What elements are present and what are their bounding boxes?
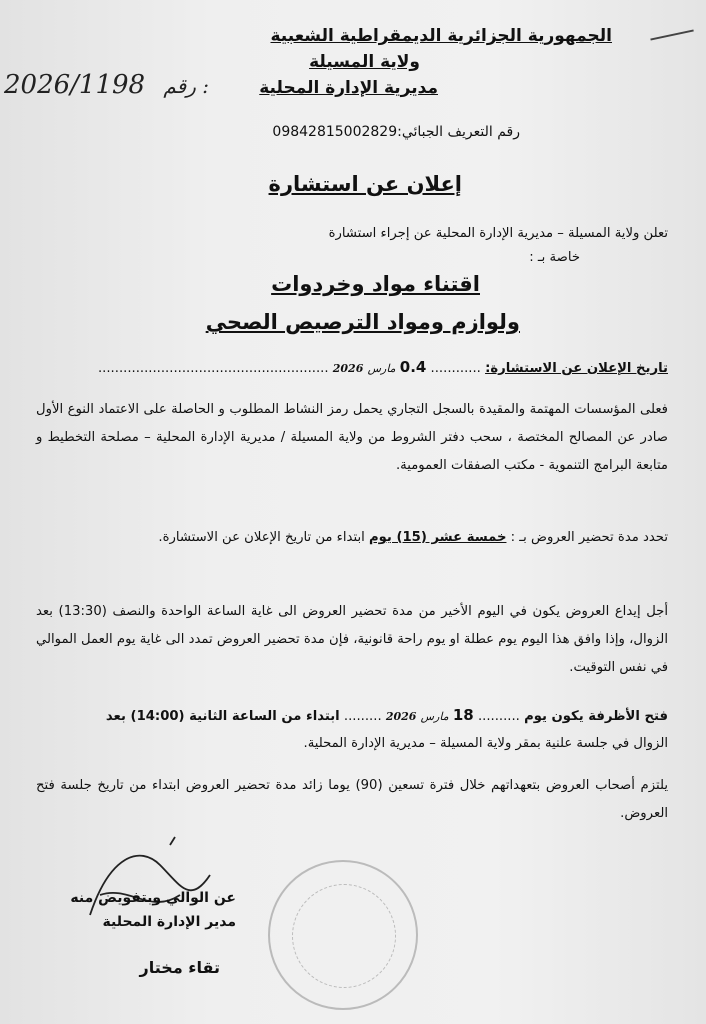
duration-days: خمسة عشر (15) يوم xyxy=(368,530,507,545)
reference-number-value: 2026/1198 xyxy=(4,70,146,100)
paragraph-eligibility: فعلى المؤسسات المهتمة والمقيدة بالسجل التجاري يحمل رمز النشاط المطلوب و الحاصلة على الاعتماد النوع الأول صادر عن المصالح المختصة ، سحب دفتر الشروط من ولاية المسيلة / مديرية الإدارة المحلية – مصلحة التخطيط و متابعة البرامج التنموية - مكتب الصفقات العمومية. xyxy=(36,402,668,473)
opening-time: ابتداء من الساعة الثانية (14:00) بعد xyxy=(105,709,340,724)
official-stamp xyxy=(268,860,418,1010)
duration-pre: تحدد مدة تحضير العروض بـ : xyxy=(510,530,668,545)
intro-line-2: خاصة بـ : xyxy=(529,250,580,265)
dots: ......... xyxy=(343,709,382,724)
opening-label: فتح الأظرفة يكون يوم xyxy=(524,709,668,724)
opening-month: مارس xyxy=(420,710,449,723)
header-wilaya: ولاية المسيلة xyxy=(309,52,420,72)
page-title: إعلان عن استشارة xyxy=(268,172,462,196)
signature-name: تقاء مختار xyxy=(139,958,220,977)
opening-row xyxy=(36,706,668,724)
announcement-date-label: تاريخ الإعلان عن الاستشارة: xyxy=(485,361,668,376)
paragraph-duration xyxy=(36,524,668,552)
duration-post: ابتداء من تاريخ الإعلان عن الاستشارة. xyxy=(158,530,365,545)
announcement-date-row xyxy=(38,358,668,376)
announcement-month: مارس xyxy=(367,362,396,375)
reference-label: رقم : xyxy=(163,74,210,98)
reference-number xyxy=(4,70,209,100)
announcement-day: 0.4 xyxy=(399,358,427,376)
subject-line-1: اقتناء مواد وخردوات xyxy=(271,272,480,296)
header-directorate: مديرية الإدارة المحلية xyxy=(259,78,438,98)
subject-line-2: ولوازم ومواد الترصيص الصحي xyxy=(205,310,520,334)
opening-year: 2026 xyxy=(385,710,417,723)
stamp-inner-ring xyxy=(292,884,396,988)
header-republic: الجمهورية الجزائرية الديمقراطية الشعبية xyxy=(270,26,612,46)
pen-mark xyxy=(650,29,693,40)
announcement-year: 2026 xyxy=(332,362,364,375)
dots: ....................................................... xyxy=(97,361,329,376)
opening-day: 18 xyxy=(452,706,474,724)
paragraph-commitment: يلتزم أصحاب العروض بتعهداتهم خلال فترة تسعين (90) يوما زائد مدة تحضير العروض ابتداء من تاريخ جلسة فتح العروض. xyxy=(36,778,668,821)
intro-line-1: تعلن ولاية المسيلة – مديرية الإدارة المحلية عن إجراء استشارة xyxy=(328,226,668,241)
paragraph-deposit: أجل إيداع العروض يكون في اليوم الأخير من مدة تحضير العروض الى غاية الساعة الواحدة والنصف (13:30) بعد الزوال، وإذا وافق هذا اليوم يوم عطلة او يوم راحة قانونية، فإن مدة تحضير العروض تمدد الى غاية يوم العمل الموالي في نفس التوقيت. xyxy=(36,604,668,675)
dots: .......... xyxy=(477,709,520,724)
dots: ............ xyxy=(430,361,481,376)
tax-id: رقم التعريف الجبائي:09842815002829 xyxy=(272,124,520,140)
opening-line-2: الزوال في جلسة علنية بمقر ولاية المسيلة – مديرية الإدارة المحلية. xyxy=(303,736,668,751)
signature-line-1: عن الوالي وبتفويض منه xyxy=(70,890,236,906)
signature-line-2: مدير الإدارة المحلية xyxy=(102,914,236,930)
